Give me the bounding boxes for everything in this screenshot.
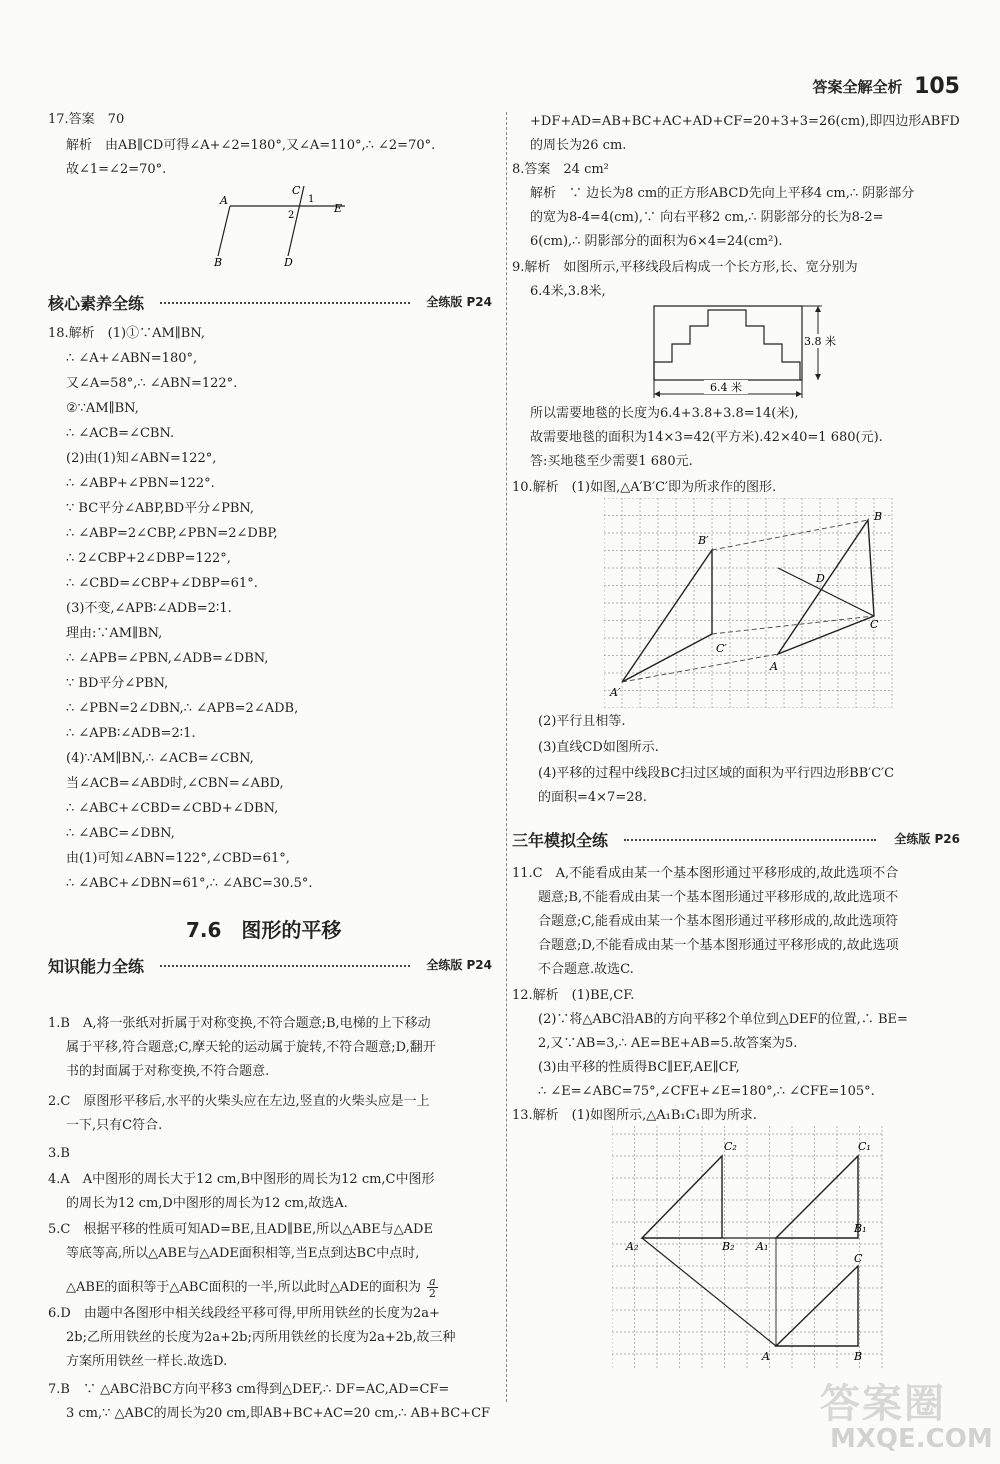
fig13-label-A2: A₂ [626,1240,639,1253]
right-line: 13.解析 (1)如图所示,△A₁B₁C₁即为所求. [512,1108,757,1123]
right-line: 6.4米,3.8米, [530,284,606,299]
fig9-height-label: 3.8 米 [804,335,836,348]
q18-line: ∴ ∠PBN=2∠DBN,∴ ∠APB=2∠ADB, [66,701,299,716]
figure-17-parallel-lines [200,182,360,268]
q18-line: 由(1)可知∠ABN=122°,∠CBD=61°, [66,851,290,866]
fraction [427,1276,438,1299]
right-line: 2,又∵AB=3,∴ AE=BE+AB=5.故答案为5. [538,1036,798,1051]
right-line: (3)直线CD如图所示. [538,740,659,755]
right-line: (4)平移的过程中线段BC扫过区域的面积为平行四边形BB′C′C [538,766,895,781]
q17-conclusion: 故∠1=∠2=70°. [66,162,167,177]
q18-line: (4)∵AM∥BN,∴ ∠ACB=∠CBN, [66,751,254,766]
fig13-label-B2: B₂ [722,1240,735,1253]
fraction-numerator: a [429,1275,436,1288]
right-line: 合题意;D,不能看成由某一个基本图形通过平移形成的,故此选项 [538,938,899,953]
watermark-logo: 答案圈 [820,1381,946,1427]
right-line: 所以需要地毯的长度为6.4+3.8+3.8=14(米), [530,406,799,421]
chapter-title: 7.6 图形的平移 [186,918,342,942]
right-line: 不合题意.故选C. [538,962,634,977]
q18-line: ∴ ∠ABP=2∠CBP,∠PBN=2∠DBP, [66,526,278,541]
right-line: 题意;B,不能看成由某一个基本图形通过平移形成的,故此选项不 [538,890,899,905]
q18-line: ∴ ∠APB∶∠ADB=2∶1. [66,726,196,741]
fig13-label-B: B [854,1350,863,1363]
page-header [812,74,960,104]
section-core-dots [160,302,410,304]
fig10-label-B: B [874,510,883,523]
right-line: 答:买地毯至少需要1 680元. [530,454,693,469]
fig17-label-1: 1 [308,194,315,205]
section-knowledge [48,954,492,976]
q18-line: (2)由(1)知∠ABN=122°, [66,451,217,466]
figure-13-translation-grid [612,1126,888,1370]
answer-line: 6.D 由题中各图形中相关线段经平移可得,甲所用铁丝的长度为2a+ [48,1306,440,1321]
fig13-label-B1: B₁ [854,1222,867,1235]
fig13-label-A: A [762,1350,770,1363]
right-line: 合题意;C,能看成由某一个基本图形通过平移形成的,故此选项符 [538,914,899,929]
q18-line: ②∵AM∥BN, [66,401,139,416]
section-mock-title: 三年模拟全练 [512,831,609,850]
q18-line: ∵ BC平分∠ABP,BD平分∠PBN, [66,501,255,516]
fig13-label-C2: C₂ [724,1140,737,1153]
q18-line: 当∠ACB=∠ABD时,∠CBN=∠ABD, [66,776,284,791]
fig17-label-E: E [334,202,343,215]
right-line: 12.解析 (1)BE,CF. [512,988,635,1003]
fig13-label-C1: C₁ [858,1140,871,1153]
q18-line: 理由:∵AM∥BN, [66,626,163,641]
right-line: 的周长为26 cm. [530,138,627,153]
right-line: 的面积=4×7=28. [538,790,647,805]
fig10-label-A: A [770,660,778,673]
q18-line: ∴ ∠ABP+∠PBN=122°. [66,476,215,491]
fig10-label-C: C [870,618,879,631]
right-line: (2)平行且相等. [538,714,626,729]
right-line: (2)∵将△ABC沿AB的方向平移2个单位到△DEF的位置,∴ BE= [538,1012,908,1027]
answer-line: 书的封面属于对称变换,不符合题意. [66,1064,270,1079]
right-line: (3)由平移的性质得BC∥EF,AE∥CF, [538,1060,740,1075]
answer-line: 5.C 根据平移的性质可知AD=BE,且AD∥BE,所以△ABE与△ADE [48,1222,433,1237]
q18-line: 18.解析 (1)①∵AM∥BN, [48,326,206,341]
q18-line: ∴ ∠ABC=∠DBN, [66,826,175,841]
right-line: 10.解析 (1)如图,△A′B′C′即为所求作的图形. [512,480,777,495]
section-mock-page-ref: 全练版 P26 [894,832,960,846]
answer-line: 2.C 原图形平移后,水平的火柴头应在左边,竖直的火柴头应是一上 [48,1094,430,1109]
q18-line: ∵ BD平分∠PBN, [66,676,169,691]
right-line: 的宽为8-4=4(cm),∵ 向右平移2 cm,∴ 阴影部分的长为8-2= [530,210,884,225]
fig10-label-A-prime: A′ [610,686,621,699]
fig10-label-B-prime: B′ [698,534,709,547]
answer-line-text: △ABE的面积等于△ABC面积的一半,所以此时△ADE的面积为 [66,1280,421,1295]
section-core-literacy [48,291,492,313]
right-line: 6(cm),∴ 阴影部分的面积为6×4=24(cm²). [530,234,783,249]
section-knowledge-page-ref: 全练版 P24 [426,958,492,972]
answer-line: 3.B [48,1146,70,1161]
fig17-label-D: D [284,256,293,268]
right-line: 8.答案 24 cm² [512,162,609,177]
fig17-label-2: 2 [288,210,295,221]
fig17-label-A: A [220,194,228,207]
right-line: 故需要地毯的面积为14×3=42(平方米).42×40=1 680(元). [530,430,883,445]
right-line: 9.解析 如图所示,平移线段后构成一个长方形,长、宽分别为 [512,260,858,275]
right-line: ∴ ∠E=∠ABC=75°,∠CFE+∠E=180°,∴ ∠CFE=105°. [538,1084,875,1099]
fig17-label-B: B [214,256,223,268]
q17-analysis: 解析 由AB∥CD可得∠A+∠2=180°,又∠A=110°,∴ ∠2=70°. [66,138,436,153]
section-mock-dots [624,839,876,841]
fig10-label-D: D [816,572,825,585]
answer-line: 1.B A,将一张纸对折属于对称变换,不符合题意;B,电梯的上下移动 [48,1016,431,1031]
section-knowledge-dots [160,965,410,967]
answer-line: 一下,只有C符合. [66,1118,163,1133]
answer-line: 3 cm,∵ △ABC的周长为20 cm,即AB+BC+AC=20 cm,∴ AB+BC+CF [66,1406,491,1421]
column-divider [506,112,507,1402]
q18-line: ∴ ∠APB=∠PBN,∠ADB=∠DBN, [66,651,269,666]
q18-line: ∴ ∠ABC+∠DBN=61°,∴ ∠ABC=30.5°. [66,876,313,891]
q18-line: ∴ ∠ABC+∠CBD=∠CBD+∠DBN, [66,801,279,816]
section-core-title: 核心素养全练 [48,294,145,313]
q18-line: ∴ ∠A+∠ABN=180°, [66,351,198,366]
figure-10-translation-grid [604,498,898,708]
fig13-label-C: C [854,1252,863,1265]
fig9-width-label: 6.4 米 [710,381,742,394]
fig10-label-C-prime: C′ [716,642,727,655]
right-line: +DF+AD=AB+BC+AC+AD+CF=20+3+3=26(cm),即四边形ABFD [530,114,960,129]
header-title: 答案全解全析 [812,78,903,96]
answer-line: 等底等高,所以△ABE与△ADE面积相等,当E点到达BC中点时, [66,1246,420,1261]
q18-line: ∴ ∠CBD=∠CBP+∠DBP=61°. [66,576,258,591]
answer-line: 的周长为12 cm,D中图形的周长为12 cm,故选A. [66,1196,348,1211]
right-line: 11.C A,不能看成由某一个基本图形通过平移形成的,故此选项不合 [512,866,899,881]
q18-line: ∴ 2∠CBP+2∠DBP=122°, [66,551,231,566]
section-knowledge-title: 知识能力全练 [48,957,145,976]
q18-line: (3)不变,∠APB∶∠ADB=2∶1. [66,601,232,616]
answer-line: 属于平移,符合题意;C,摩天轮的运动属于旋转,不符合题意;D,翻开 [66,1040,436,1055]
answer-line: 2b;乙所用铁丝的长度为2a+2b;丙所用铁丝的长度为2a+2b,故三种 [66,1330,456,1345]
page-number: 105 [914,74,960,99]
answer-line: 4.A A中图形的周长大于12 cm,B中图形的周长为12 cm,C中图形 [48,1172,435,1187]
figure-9-staircase [644,298,844,410]
answer-line [66,1276,438,1299]
fraction-denominator: 2 [428,1287,436,1300]
q17-answer: 17.答案 70 [48,112,125,127]
fig17-label-C: C [292,184,301,197]
q18-line: 又∠A=58°,∴ ∠ABN=122°. [66,376,238,391]
fig13-label-A1: A₁ [756,1240,769,1253]
watermark-text: MXQE.COM [830,1424,993,1454]
answer-line: 7.B ∵ △ABC沿BC方向平移3 cm得到△DEF,∴ DF=AC,AD=CF= [48,1382,450,1397]
q18-line: ∴ ∠ACB=∠CBN. [66,426,175,441]
section-core-page-ref: 全练版 P24 [426,295,492,309]
section-three-year-mock [512,828,960,850]
answer-line: 方案所用铁丝一样长.故选D. [66,1354,228,1369]
right-line: 解析 ∵ 边长为8 cm的正方形ABCD先向上平移4 cm,∴ 阴影部分 [530,186,915,201]
